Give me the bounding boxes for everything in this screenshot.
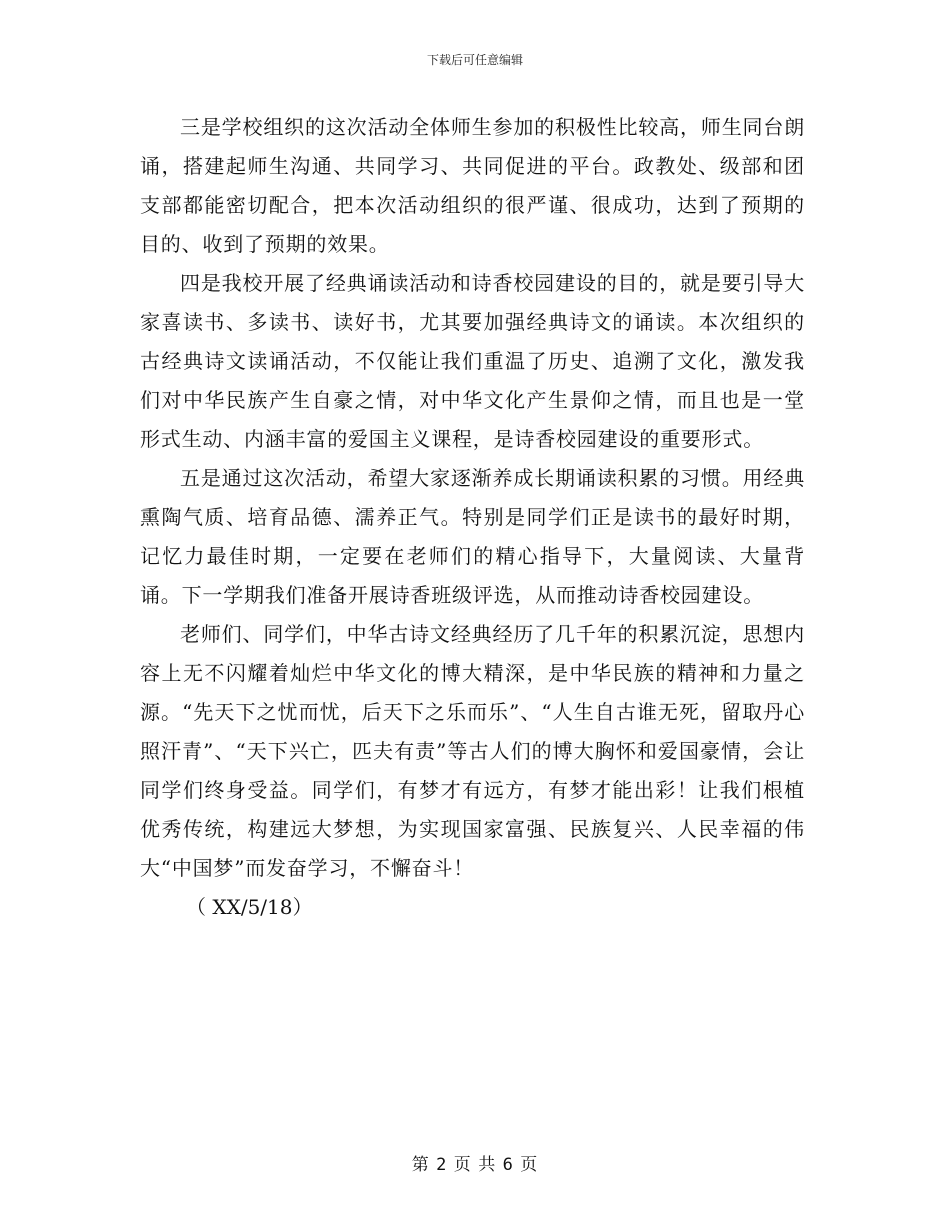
page-header [0, 52, 950, 68]
paragraph: 三是学校组织的这次活动全体师生参加的积极性比较高，师生同台朗诵，搭建起师生沟通、共同学习、共同促进的平台。政教处、级部和团支部都能密切配合，把本次活动组织的很严谨、很成功，达到了预期的目的、收到了预期的效果。 [140, 115, 805, 256]
paragraph: 老师们、同学们，中华古诗文经典经历了几千年的积累沉淀，思想内容上无不闪耀着灿烂中华文化的博大精深，是中华民族的精神和力量之源。“先天下之忧而忧，后天下之乐而乐”、“人生自古谁无死，留取丹心照汗青”、“天下兴亡，匹夫有责”等古人们的博大胸怀和爱国豪情，会让同学们终身受益。同学们，有梦才有远方，有梦才能出彩！让我们根植优秀传统，构建远大梦想，为实现国家富强、民族复兴、人民幸福的伟大“中国梦”而发奋学习，不懈奋斗！ [140, 622, 805, 880]
footer-prefix: 第 [411, 1155, 430, 1175]
footer-suffix: 页 [520, 1155, 539, 1175]
document-body [140, 108, 805, 927]
date-line: （ XX/5/18） [186, 895, 313, 919]
footer-current-page: 2 [436, 1155, 448, 1175]
header-note: 下载后可任意编辑 [426, 53, 523, 67]
paragraph: 四是我校开展了经典诵读活动和诗香校园建设的目的，就是要引导大家喜读书、多读书、读好书，尤其要加强经典诗文的诵读。本次组织的古经典诗文读诵活动，不仅能让我们重温了历史、追溯了文化，激发我们对中华民族产生自豪之情，对中华文化产生景仰之情，而且也是一堂形式生动、内涵丰富的爱国主义课程，是诗香校园建设的重要形式。 [140, 271, 805, 451]
paragraph: 五是通过这次活动，希望大家逐渐养成长期诵读积累的习惯。用经典熏陶气质、培育品德、濡养正气。特别是同学们正是读书的最好时期，记忆力最佳时期，一定要在老师们的精心指导下，大量阅读、大量背诵。下一学期我们准备开展诗香班级评选，从而推动诗香校园建设。 [140, 466, 805, 607]
footer-middle: 页 共 [453, 1155, 497, 1175]
page-footer [0, 1154, 950, 1176]
footer-total-pages: 6 [502, 1155, 514, 1175]
